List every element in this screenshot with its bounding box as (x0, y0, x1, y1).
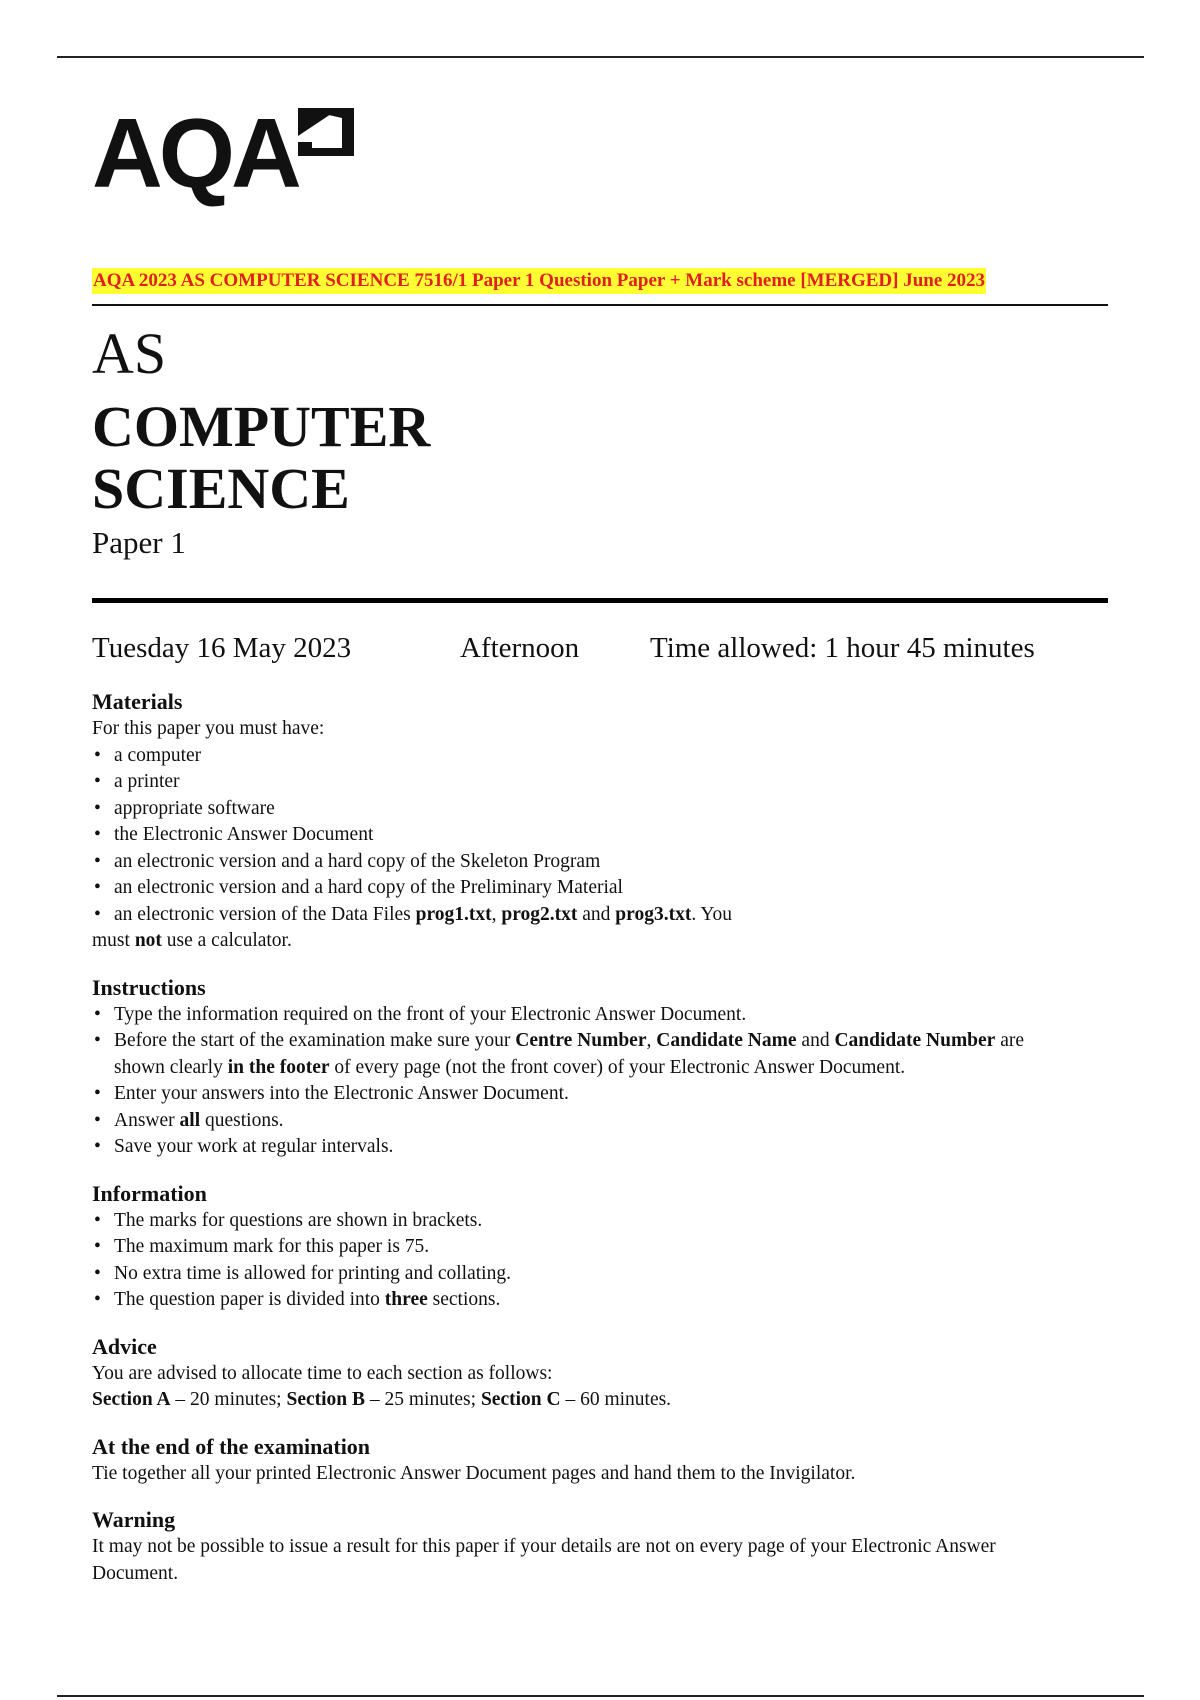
list-item: • Before the start of the examination make sure your Centre Number, Candidate Name and Candidate Number are shown clearly in the footer of every page (not the front cover) of your Electronic Answer Document. (92, 1028, 1052, 1081)
logo-text: AQA (92, 98, 298, 208)
list-item: • Answer all questions. (92, 1108, 1052, 1135)
exam-date: Tuesday 16 May 2023 (92, 632, 352, 664)
exam-session: Afternoon (460, 632, 580, 664)
list-item: • Save your work at regular intervals. (92, 1134, 1052, 1161)
advice-heading: Advice (92, 1333, 157, 1359)
data-file-name: prog2.txt (501, 903, 578, 925)
end-of-exam-text: Tie together all your printed Electronic Answer Document pages and hand them to the Invigilator. (92, 1462, 856, 1484)
list-item: • The question paper is divided into three sections. (92, 1287, 1052, 1314)
instructions-heading: Instructions (92, 974, 206, 1000)
advice-intro: You are advised to allocate time to each section as follows: (92, 1362, 553, 1384)
end-of-exam-section (92, 1433, 1052, 1488)
title-divider (92, 598, 1108, 603)
list-item: • an electronic version and a hard copy of the Skeleton Program (92, 849, 1052, 876)
calculator-note: must not use a calculator. (92, 930, 292, 951)
exam-details (92, 628, 1108, 668)
information-list (92, 1208, 1052, 1314)
list-item: • an electronic version and a hard copy of the Preliminary Material (92, 875, 1052, 902)
instructions-body (92, 688, 1052, 1606)
data-file-name: prog1.txt (415, 903, 492, 925)
bottom-rule (57, 1695, 1144, 1697)
document-banner: AQA 2023 AS COMPUTER SCIENCE 7516/1 Paper 1 Question Paper + Mark scheme [MERGED] June 2023 (92, 268, 986, 294)
top-rule (57, 56, 1144, 58)
subject-title-line-2: SCIENCE (92, 456, 350, 521)
list-item: • The maximum mark for this paper is 75. (92, 1234, 1052, 1261)
data-file-name: prog3.txt (615, 903, 692, 925)
list-item: • No extra time is allowed for printing and collating. (92, 1261, 1052, 1288)
materials-intro: For this paper you must have: (92, 718, 325, 739)
subject-title (92, 396, 430, 520)
section-timings: Section A – 20 minutes; Section B – 25 minutes; Section C – 60 minutes. (92, 1389, 672, 1410)
advice-section (92, 1333, 1052, 1414)
list-item: • a printer (92, 769, 1052, 796)
materials-section (92, 688, 1052, 955)
warning-section (92, 1506, 1052, 1587)
information-section (92, 1180, 1052, 1314)
aqa-logo (92, 98, 364, 208)
instructions-section (92, 974, 1052, 1161)
time-allowed: Time allowed: 1 hour 45 minutes (650, 632, 1035, 664)
list-item: • Type the information required on the front of your Electronic Answer Document. (92, 1002, 1052, 1029)
paper-number: Paper 1 (92, 525, 186, 560)
list-item: • Enter your answers into the Electronic Answer Document. (92, 1081, 1052, 1108)
qualification-level: AS (92, 321, 167, 386)
materials-heading: Materials (92, 689, 183, 714)
warning-text: It may not be possible to issue a result for this paper if your details are not on every page of your Electronic Answer Document. (92, 1536, 996, 1584)
instructions-list (92, 1002, 1052, 1161)
materials-list (92, 743, 1052, 929)
list-item: • an electronic version of the Data Files prog1.txt, prog2.txt and prog3.txt. You (92, 902, 1052, 929)
banner-rule (92, 304, 1108, 306)
list-item: • a computer (92, 743, 1052, 770)
information-heading: Information (92, 1180, 207, 1206)
warning-heading: Warning (92, 1507, 176, 1532)
list-item: • the Electronic Answer Document (92, 822, 1052, 849)
list-item: • The marks for questions are shown in brackets. (92, 1208, 1052, 1235)
subject-title-line-1: COMPUTER (92, 394, 431, 459)
list-item: • appropriate software (92, 796, 1052, 823)
end-of-exam-heading: At the end of the examination (92, 1433, 371, 1459)
logo-mark-icon (292, 106, 356, 172)
